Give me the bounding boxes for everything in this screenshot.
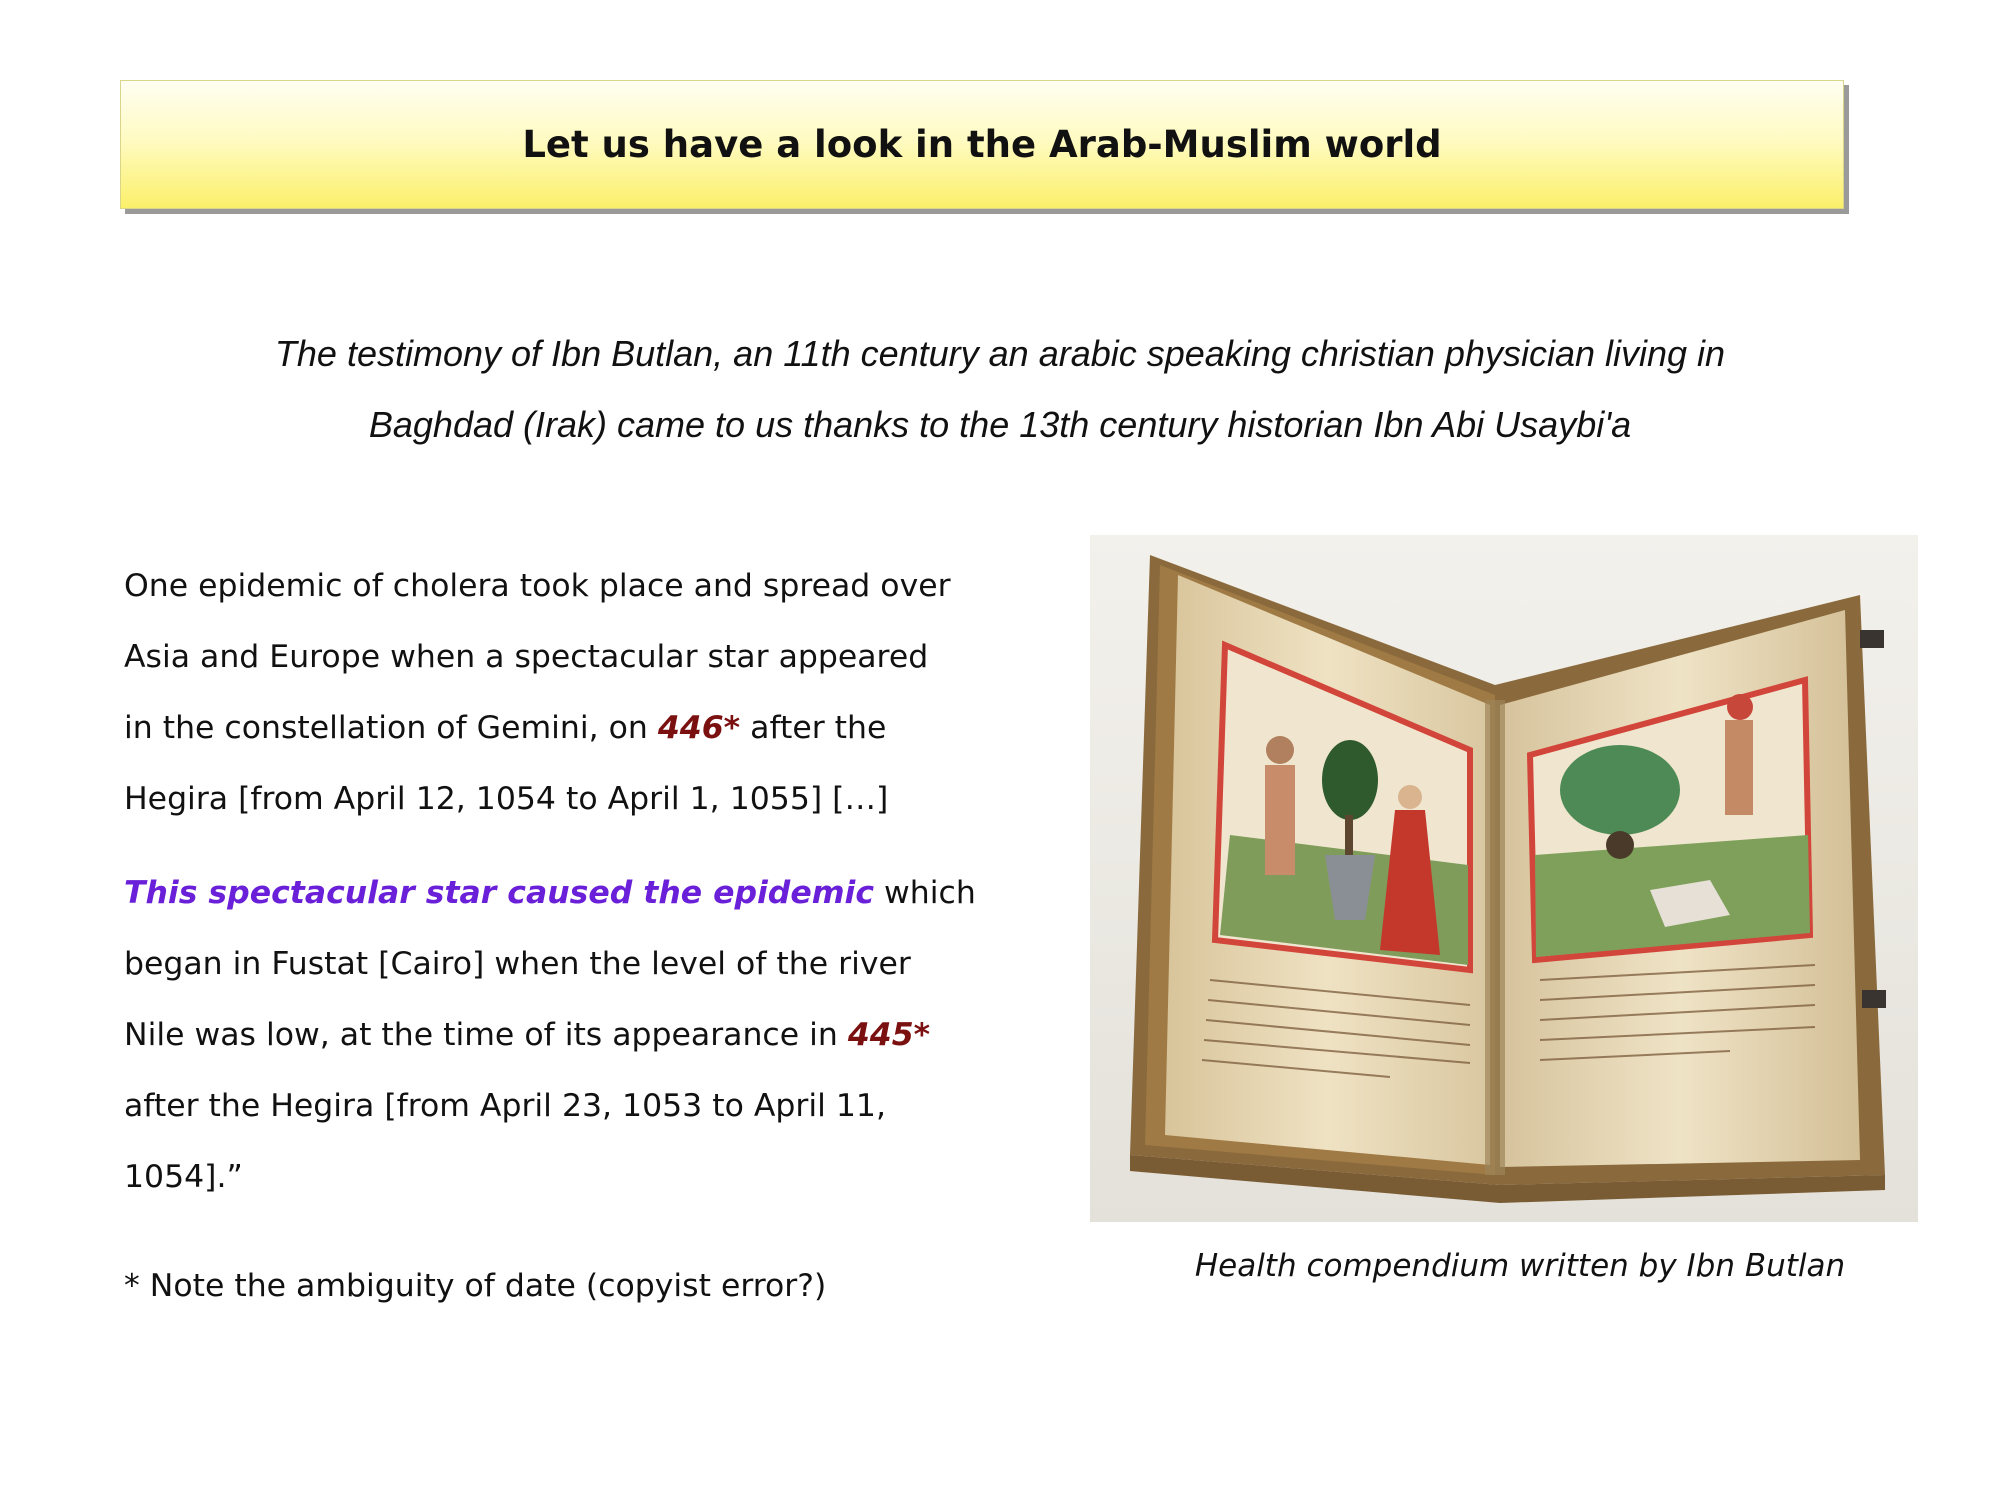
hegira-year-446: 446* [657,710,741,746]
open-book-illustration [1090,535,1918,1222]
hegira-year-445: 445* [847,1017,931,1053]
p2-line-4: after the Hegira [from April 23, 1053 to April 11, [124,1088,886,1124]
page-title: Let us have a look in the Arab-Muslim world [522,123,1442,166]
paragraph-epidemic-cause [124,858,1004,1213]
intro-line-2: Baghdad (Irak) came to us thanks to the 13th century historian Ibn Abi Usaybi'a [368,404,1632,445]
p1-line-3-end: after the [740,710,887,746]
p2-line-1-end: which [874,875,976,911]
highlight-star-cause: This spectacular star caused the epidemic [124,875,875,911]
p1-line-1: One epidemic of cholera took place and spread over [124,568,951,604]
intro-line-1: The testimony of Ibn Butlan, an 11th century an arabic speaking christian physician living in [274,333,1726,374]
p1-line-4: Hegira [from April 12, 1054 to April 1, 1055] […] [124,781,889,817]
p1-line-2: Asia and Europe when a spectacular star appeared [124,639,929,675]
figure-caption: Health compendium written by Ibn Butlan [1194,1248,1846,1284]
p2-line-3-start: Nile was low, at the time of its appearance in [124,1017,848,1053]
manuscript-photo [1090,535,1918,1222]
title-banner [120,80,1844,209]
p2-line-5: 1054].” [124,1159,243,1195]
footnote-date-ambiguity: * Note the ambiguity of date (copyist error?) [124,1268,827,1304]
body-text-column [124,551,1004,1213]
p2-line-2: began in Fustat [Cairo] when the level of the river [124,946,911,982]
paragraph-epidemic-star [124,551,1004,835]
p1-line-3-start: in the constellation of Gemini, on [124,710,658,746]
intro-paragraph [160,318,1840,460]
